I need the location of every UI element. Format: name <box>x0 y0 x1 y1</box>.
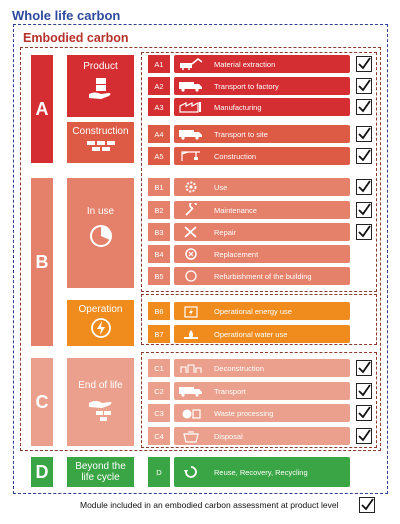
checkbox-b1 <box>356 179 372 195</box>
replace-icon <box>174 247 208 261</box>
module-code-a1: A1 <box>148 55 170 73</box>
gear-icon <box>174 180 208 194</box>
stage-product <box>67 55 134 117</box>
module-label-b2: Maintenance <box>214 205 257 215</box>
truck-icon <box>174 127 208 141</box>
refurbish-icon <box>174 269 208 283</box>
module-code-b5: B5 <box>148 267 170 285</box>
module-code-c3: C3 <box>148 404 170 422</box>
module-b6 <box>174 302 350 320</box>
module-label-c3: Waste processing <box>214 408 274 418</box>
checkmark-icon <box>357 203 371 217</box>
group-a-label: A <box>31 55 53 163</box>
module-code-b4: B4 <box>148 245 170 263</box>
module-c3 <box>174 404 350 422</box>
module-label-a5: Construction <box>214 151 257 161</box>
module-code-b6: B6 <box>148 302 170 320</box>
module-code-b7: B7 <box>148 325 170 343</box>
water-icon <box>174 327 208 341</box>
checkmark-icon <box>357 406 371 420</box>
module-label-b1: Use <box>214 182 228 192</box>
energy-icon <box>174 304 208 318</box>
product-hand-icon <box>87 76 115 105</box>
stage-construction-label: Construction <box>72 126 129 137</box>
stage-construction <box>67 122 134 163</box>
checkbox-b2 <box>356 202 372 218</box>
stage-beyond-line2: life cycle <box>81 472 120 483</box>
whole-life-carbon-title: Whole life carbon <box>12 8 121 23</box>
checkbox-a4 <box>356 126 372 142</box>
module-code-a5: A5 <box>148 147 170 165</box>
checkmark-icon <box>357 127 371 141</box>
tools-icon <box>174 225 208 239</box>
checkmark-icon <box>357 180 371 194</box>
truck-icon <box>174 384 208 398</box>
module-b1 <box>174 178 350 196</box>
stage-beyond-line1: Beyond the <box>75 461 126 472</box>
module-code-a2: A2 <box>148 77 170 95</box>
timer-icon <box>88 223 114 252</box>
checkbox-c1 <box>356 360 372 376</box>
module-b3 <box>174 223 350 241</box>
stage-beyond-life-cycle <box>67 457 134 487</box>
module-label-c1: Deconstruction <box>214 363 265 373</box>
excavator-icon <box>174 57 208 71</box>
checkmark-icon <box>357 149 371 163</box>
module-label-c2: Transport <box>214 386 246 396</box>
module-code-a3: A3 <box>148 98 170 116</box>
stage-end-of-life <box>67 358 134 446</box>
disposal-icon <box>174 429 208 443</box>
checkbox-a3 <box>356 99 372 115</box>
group-b-label: B <box>31 178 53 346</box>
module-label-b5: Refurbishment of the building <box>214 271 312 281</box>
waste-icon <box>174 406 208 420</box>
checkbox-b3 <box>356 224 372 240</box>
truck-icon <box>174 79 208 93</box>
checkbox-a1 <box>356 56 372 72</box>
stage-product-label: Product <box>83 61 118 72</box>
module-b5 <box>174 267 350 285</box>
module-label-d: Reuse, Recovery, Recycling <box>214 467 308 477</box>
wrench-icon <box>174 203 208 217</box>
module-a2 <box>174 77 350 95</box>
module-label-b6: Operational energy use <box>214 306 292 316</box>
module-b2 <box>174 201 350 219</box>
stage-operation <box>67 300 134 346</box>
module-label-b4: Replacement <box>214 249 259 259</box>
checkbox-c3 <box>356 405 372 421</box>
checkmark-icon <box>357 429 371 443</box>
module-code-c4: C4 <box>148 427 170 445</box>
module-a5 <box>174 147 350 165</box>
module-code-b2: B2 <box>148 201 170 219</box>
checkbox-a2 <box>356 78 372 94</box>
demolition-hand-icon <box>86 395 116 426</box>
module-label-a4: Transport to site <box>214 129 268 139</box>
legend-text: Module included in an embodied carbon assessment at product level <box>80 500 339 510</box>
crane-icon <box>174 149 208 163</box>
module-label-c4: Disposal <box>214 431 243 441</box>
module-label-a3: Manufacturing <box>214 102 262 112</box>
module-c1 <box>174 359 350 377</box>
module-a3 <box>174 98 350 116</box>
checkmark-icon <box>357 361 371 375</box>
checkmark-icon <box>357 100 371 114</box>
checkbox-c2 <box>356 383 372 399</box>
checkbox-a5 <box>356 148 372 164</box>
module-c2 <box>174 382 350 400</box>
module-code-c1: C1 <box>148 359 170 377</box>
stage-in-use-label: In use <box>86 206 115 217</box>
module-c4 <box>174 427 350 445</box>
module-label-b7: Operational water use <box>214 329 288 339</box>
stage-end-of-life-label: End of life <box>78 380 123 391</box>
module-a4 <box>174 125 350 143</box>
module-code-b3: B3 <box>148 223 170 241</box>
embodied-carbon-title: Embodied carbon <box>23 31 132 45</box>
checkmark-icon <box>357 384 371 398</box>
module-b7 <box>174 325 350 343</box>
module-a1 <box>174 55 350 73</box>
module-code-b1: B1 <box>148 178 170 196</box>
legend-checkbox <box>359 497 375 513</box>
module-code-a4: A4 <box>148 125 170 143</box>
module-label-b3: Repair <box>214 227 237 237</box>
group-c-label: C <box>31 358 53 446</box>
module-code-c2: C2 <box>148 382 170 400</box>
module-d <box>174 457 350 487</box>
checkbox-c4 <box>356 428 372 444</box>
energy-icon <box>90 317 112 342</box>
module-label-a1: Material extraction <box>214 59 276 69</box>
deconstruction-icon <box>174 361 208 375</box>
module-b4 <box>174 245 350 263</box>
factory-icon <box>174 100 208 114</box>
module-label-a2: Transport to factory <box>214 81 279 91</box>
checkmark-icon <box>357 225 371 239</box>
recycle-icon <box>174 465 208 479</box>
checkmark-icon <box>357 79 371 93</box>
checkmark-icon <box>357 57 371 71</box>
stage-operation-label: Operation <box>78 304 123 315</box>
module-code-d: D <box>148 457 170 487</box>
group-d-label: D <box>31 457 53 487</box>
stage-in-use <box>67 178 134 288</box>
bricks-icon <box>86 139 116 158</box>
